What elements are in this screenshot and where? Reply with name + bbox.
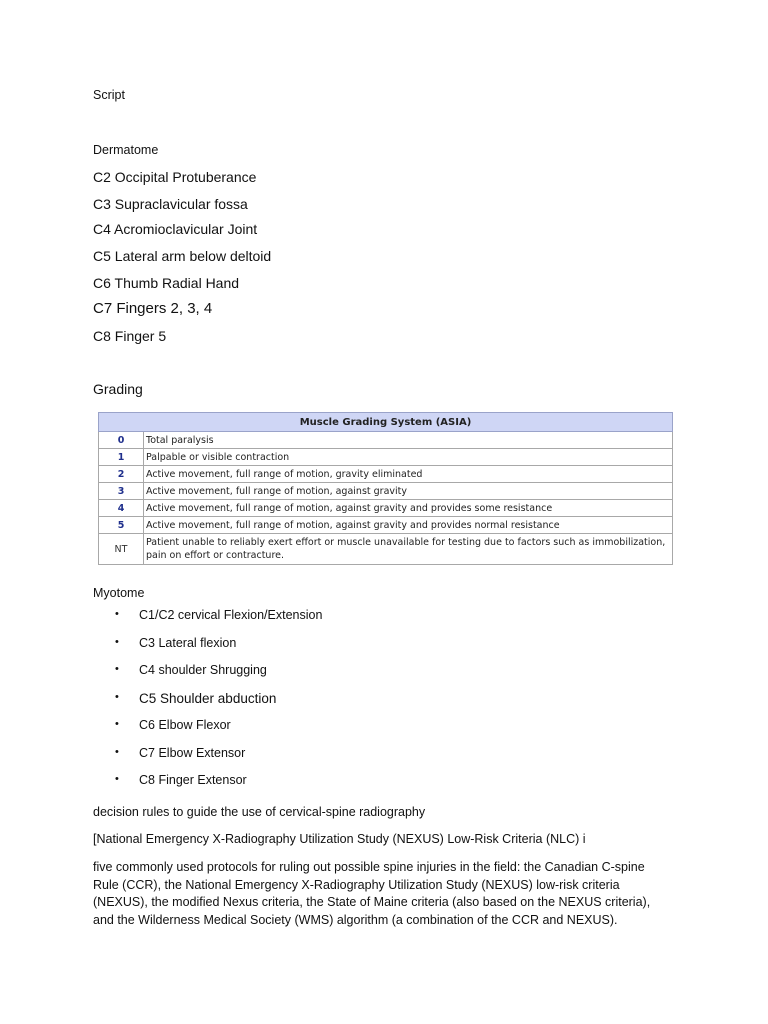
- table-header-row: [99, 413, 673, 432]
- list-item: • C5 Shoulder abduction: [115, 690, 277, 706]
- bullet-icon: •: [115, 718, 119, 730]
- grade-cell: 2: [99, 466, 144, 483]
- list-item: • C4 shoulder Shrugging: [115, 663, 267, 677]
- bullet-icon: •: [115, 663, 119, 675]
- muscle-grading-table: [98, 412, 673, 565]
- description-cell: Palpable or visible contraction: [144, 449, 673, 466]
- table-row: [99, 432, 673, 449]
- heading-script: Script: [93, 88, 125, 102]
- table-row: [99, 534, 673, 565]
- list-item: • C1/C2 cervical Flexion/Extension: [115, 608, 323, 622]
- description-cell: Active movement, full range of motion, against gravity and provides normal resistance: [144, 517, 673, 534]
- dermatome-item: C7 Fingers 2, 3, 4: [93, 300, 213, 317]
- grade-cell: 3: [99, 483, 144, 500]
- dermatome-item: C6 Thumb Radial Hand: [93, 275, 240, 291]
- description-cell: Active movement, full range of motion, against gravity and provides some resistance: [144, 500, 673, 517]
- list-item: • C3 Lateral flexion: [115, 635, 237, 650]
- description-cell: Total paralysis: [144, 432, 673, 449]
- dermatome-item: C8 Finger 5: [93, 328, 167, 344]
- bullet-icon: •: [115, 635, 119, 648]
- table-row: [99, 500, 673, 517]
- dermatome-title: Dermatome: [93, 143, 159, 157]
- bullet-icon: •: [115, 690, 119, 703]
- paragraph-protocols: five commonly used protocols for ruling out possible spine injuries in the field: the Canadian C-spine Rule (CCR), the National Emergency X-Radiography Utilization Study (NEXUS) low-risk criteria (NEXUS), the modified Nexus criteria, the State of Maine criteria (also based on the NEXUS criteria), and the Wilderness Medical Society (WMS) algorithm (a combination of the CCR and NEXUS).: [93, 860, 651, 927]
- table-row: [99, 483, 673, 500]
- description-cell: Active movement, full range of motion, against gravity: [144, 483, 673, 500]
- grading-title: Grading: [93, 381, 143, 397]
- list-item: • C7 Elbow Extensor: [115, 745, 246, 760]
- table-row: [99, 466, 673, 483]
- grade-cell: 1: [99, 449, 144, 466]
- grade-cell: NT: [99, 534, 144, 565]
- dermatome-item: C2 Occipital Protuberance: [93, 169, 257, 185]
- dermatome-item: C3 Supraclavicular fossa: [93, 196, 248, 212]
- bullet-icon: •: [115, 773, 119, 785]
- myotome-title: Myotome: [93, 586, 145, 600]
- table-row: [99, 449, 673, 466]
- paragraph-decision-rules: decision rules to guide the use of cervical-spine radiography: [93, 805, 426, 819]
- description-cell: Patient unable to reliably exert effort or muscle unavailable for testing due to factors such as immobilization, pain on effort or contracture.: [144, 534, 673, 565]
- description-cell: Active movement, full range of motion, gravity eliminated: [144, 466, 673, 483]
- dermatome-item: C4 Acromioclavicular Joint: [93, 221, 258, 237]
- myotome-list: [93, 608, 322, 801]
- table-row: [99, 517, 673, 534]
- list-item: • C8 Finger Extensor: [115, 773, 247, 787]
- list-item: • C6 Elbow Flexor: [115, 718, 231, 732]
- grade-cell: 4: [99, 500, 144, 517]
- grade-cell: 5: [99, 517, 144, 534]
- bullet-icon: •: [115, 745, 119, 758]
- dermatome-item: C5 Lateral arm below deltoid: [93, 248, 272, 264]
- bullet-icon: •: [115, 608, 119, 620]
- paragraph-nexus: [National Emergency X-Radiography Utilization Study (NEXUS) Low-Risk Criteria (NLC) i: [93, 832, 586, 846]
- grade-cell: 0: [99, 432, 144, 449]
- table-title: Muscle Grading System (ASIA): [99, 413, 673, 432]
